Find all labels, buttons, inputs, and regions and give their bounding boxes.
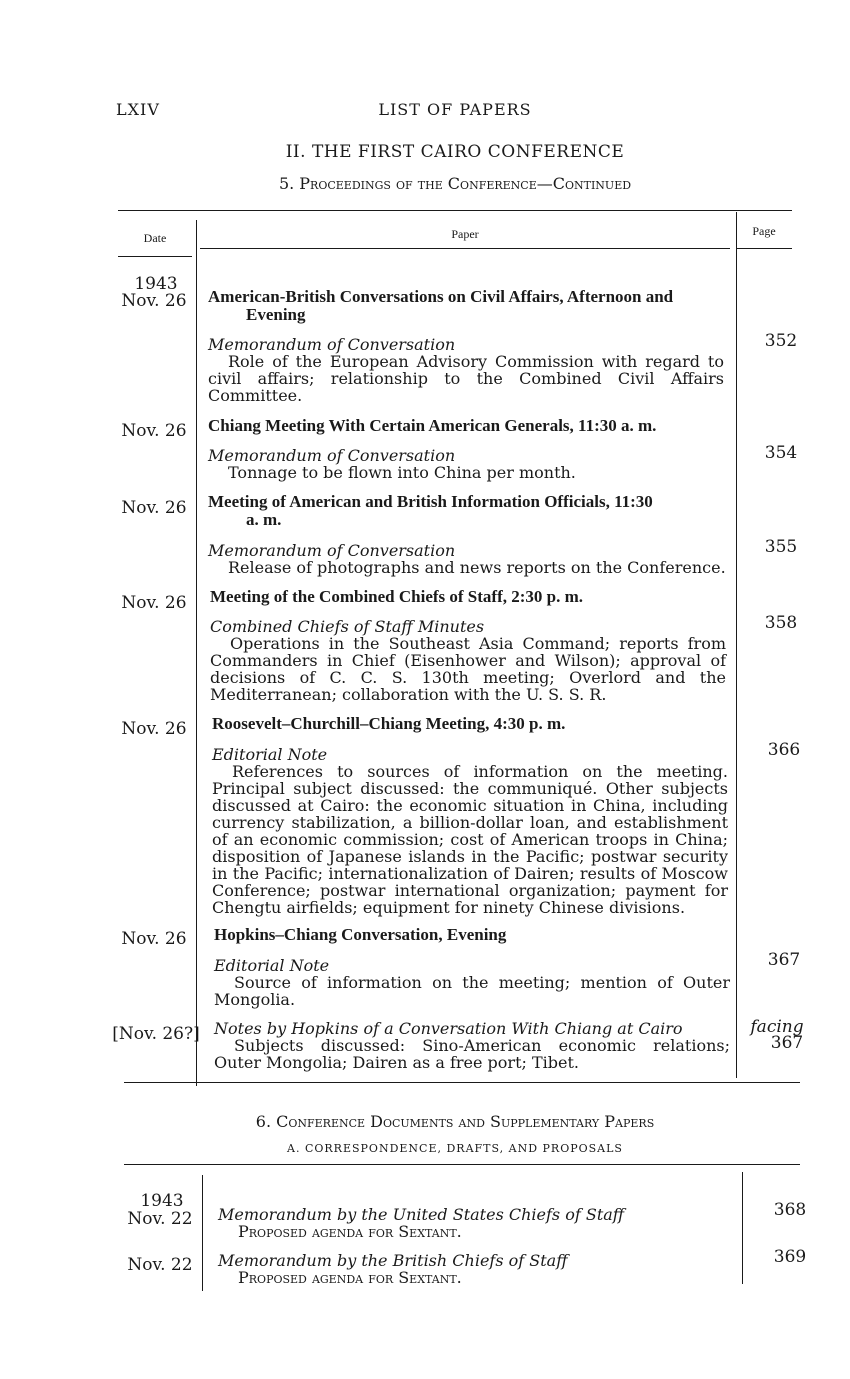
document-kind: Editorial Note: [214, 956, 330, 975]
part-title: II. THE FIRST CAIRO CONFERENCE: [285, 142, 625, 162]
entry-page: 355: [764, 537, 798, 557]
entry-document: [208, 542, 728, 576]
entry-title: [212, 715, 736, 733]
entry-page: 367: [770, 1033, 804, 1053]
entry-page: 366: [767, 740, 801, 760]
entry-date: Nov. 26: [121, 421, 187, 441]
entry-page: 358: [764, 613, 798, 633]
entry-title: [208, 417, 732, 435]
column-header-paper: Paper: [451, 227, 479, 241]
entry-title: [208, 493, 732, 529]
column-divider-right: [736, 212, 737, 1078]
document-kind: Memorandum by the United States Chiefs of Staff: [218, 1205, 625, 1224]
table-top-rule: [118, 210, 792, 211]
entry-date: Nov. 26: [121, 719, 187, 739]
document-kind: Memorandum by the British Chiefs of Staff: [218, 1251, 568, 1270]
document-kind: Memorandum of Conversation: [208, 446, 456, 465]
column-header-page: Page: [752, 224, 776, 238]
paper-header-rule: [200, 248, 730, 249]
document-kind: Memorandum of Conversation: [208, 541, 456, 560]
table-2-divider-right: [742, 1172, 743, 1284]
section-6-title: 6. Conference Documents and Supplementary Papers: [255, 1112, 655, 1131]
entry-page: 368: [773, 1200, 807, 1220]
section-title: 5. Proceedings of the Conference—Continued: [278, 174, 632, 193]
document-summary: Tonnage to be flown into China per month.: [228, 463, 576, 482]
entry-title-text: Roosevelt–Churchill–Chiang Meeting, 4:30 p. m.: [212, 714, 566, 733]
table-bottom-rule: [124, 1082, 800, 1083]
entry-page: 369: [773, 1247, 807, 1267]
entry-document: [214, 957, 730, 1008]
entry-title: [210, 588, 734, 606]
entry-page: 354: [764, 443, 798, 463]
entry-date: [Nov. 26?]: [112, 1024, 200, 1044]
year-label: 1943: [140, 1191, 184, 1211]
document-kind: Combined Chiefs of Staff Minutes: [210, 617, 485, 636]
entry-date: Nov. 26: [121, 291, 187, 311]
entry-page: 367: [767, 950, 801, 970]
entry-date: Nov. 26: [121, 593, 187, 613]
column-divider-left: [196, 220, 197, 1086]
entry-document: [212, 746, 728, 916]
entry-title: [214, 926, 734, 944]
section-6-subtitle: A. CORRESPONDENCE, DRAFTS, AND PROPOSALS: [287, 1142, 623, 1155]
document-summary: Operations in the Southeast Asia Command; reports from Commanders in Chief (Eisenhower and Wilson); approval of decisions of C. C. S. 130th meeting; Overlord and the Mediterranean; collaboration with the U. S. S. R.: [210, 634, 726, 704]
entry-title: [208, 288, 728, 324]
entry-date: Nov. 26: [121, 929, 187, 949]
entry-date: Nov. 22: [127, 1209, 193, 1229]
column-header-date: Date: [143, 231, 167, 245]
document-kind: Notes by Hopkins of a Conversation With Chiang at Cairo: [214, 1019, 683, 1038]
entry-document: [218, 1206, 738, 1240]
entry-date: Nov. 26: [121, 498, 187, 518]
entry-document: [210, 618, 726, 703]
document-summary: Release of photographs and news reports on the Conference.: [228, 558, 726, 577]
entry-title-text: Meeting of the Combined Chiefs of Staff, 2:30 p. m.: [210, 587, 584, 606]
date-header-rule: [118, 256, 192, 257]
entry-title-continuation: Evening: [246, 305, 306, 324]
table-2-divider-left: [202, 1175, 203, 1291]
running-title: LIST OF PAPERS: [378, 100, 532, 119]
entry-title-continuation: a. m.: [246, 510, 282, 529]
entry-title-text: Hopkins–Chiang Conversation, Evening: [214, 925, 507, 944]
document-summary: References to sources of information on the meeting. Principal subject discussed: the communiqué. Other subjects discussed at Cairo: the economic situation in China, including currency stabilization, a billion-dollar loan, and establishment of an economic commission; cost of American troops in China; disposition of Japanese islands in the Pacific; postwar security in the Pacific; internationalization of Dairen; results of Moscow Conference; postwar international organization; payment for Chengtu airfields; equipment for ninety Chinese divisions.: [212, 762, 728, 917]
document-kind: Editorial Note: [212, 745, 328, 764]
entry-title-text: Chiang Meeting With Certain American Generals, 11:30 a. m.: [208, 416, 657, 435]
entry-title-text: Meeting of American and British Information Officials, 11:30: [208, 492, 653, 511]
document-summary: Role of the European Advisory Commission with regard to civil affairs; relationship to the Combined Civil Affairs Committee.: [208, 352, 724, 405]
entry-document: [218, 1252, 738, 1286]
entry-page-prefix: facing: [750, 1017, 804, 1037]
entry-page: 352: [764, 331, 798, 351]
document-summary: Source of information on the meeting; mention of Outer Mongolia.: [214, 973, 730, 1009]
entry-document: [214, 1020, 730, 1071]
document-summary: Proposed agenda for Sextant.: [238, 1222, 462, 1241]
page-folio: LXIV: [116, 100, 160, 119]
year-label: 1943: [134, 274, 178, 294]
document-summary: Subjects discussed: Sino-American economic relations; Outer Mongolia; Dairen as a free port; Tibet.: [214, 1036, 730, 1072]
table-2-top-rule: [124, 1164, 800, 1165]
entry-document: [208, 447, 724, 481]
page-header-rule: [736, 248, 792, 249]
document-kind: Memorandum of Conversation: [208, 335, 456, 354]
entry-document: [208, 336, 724, 404]
document-summary: Proposed agenda for Sextant.: [238, 1268, 462, 1287]
entry-date: Nov. 22: [127, 1255, 193, 1275]
entry-title-text: American-British Conversations on Civil Affairs, Afternoon and: [208, 287, 674, 306]
